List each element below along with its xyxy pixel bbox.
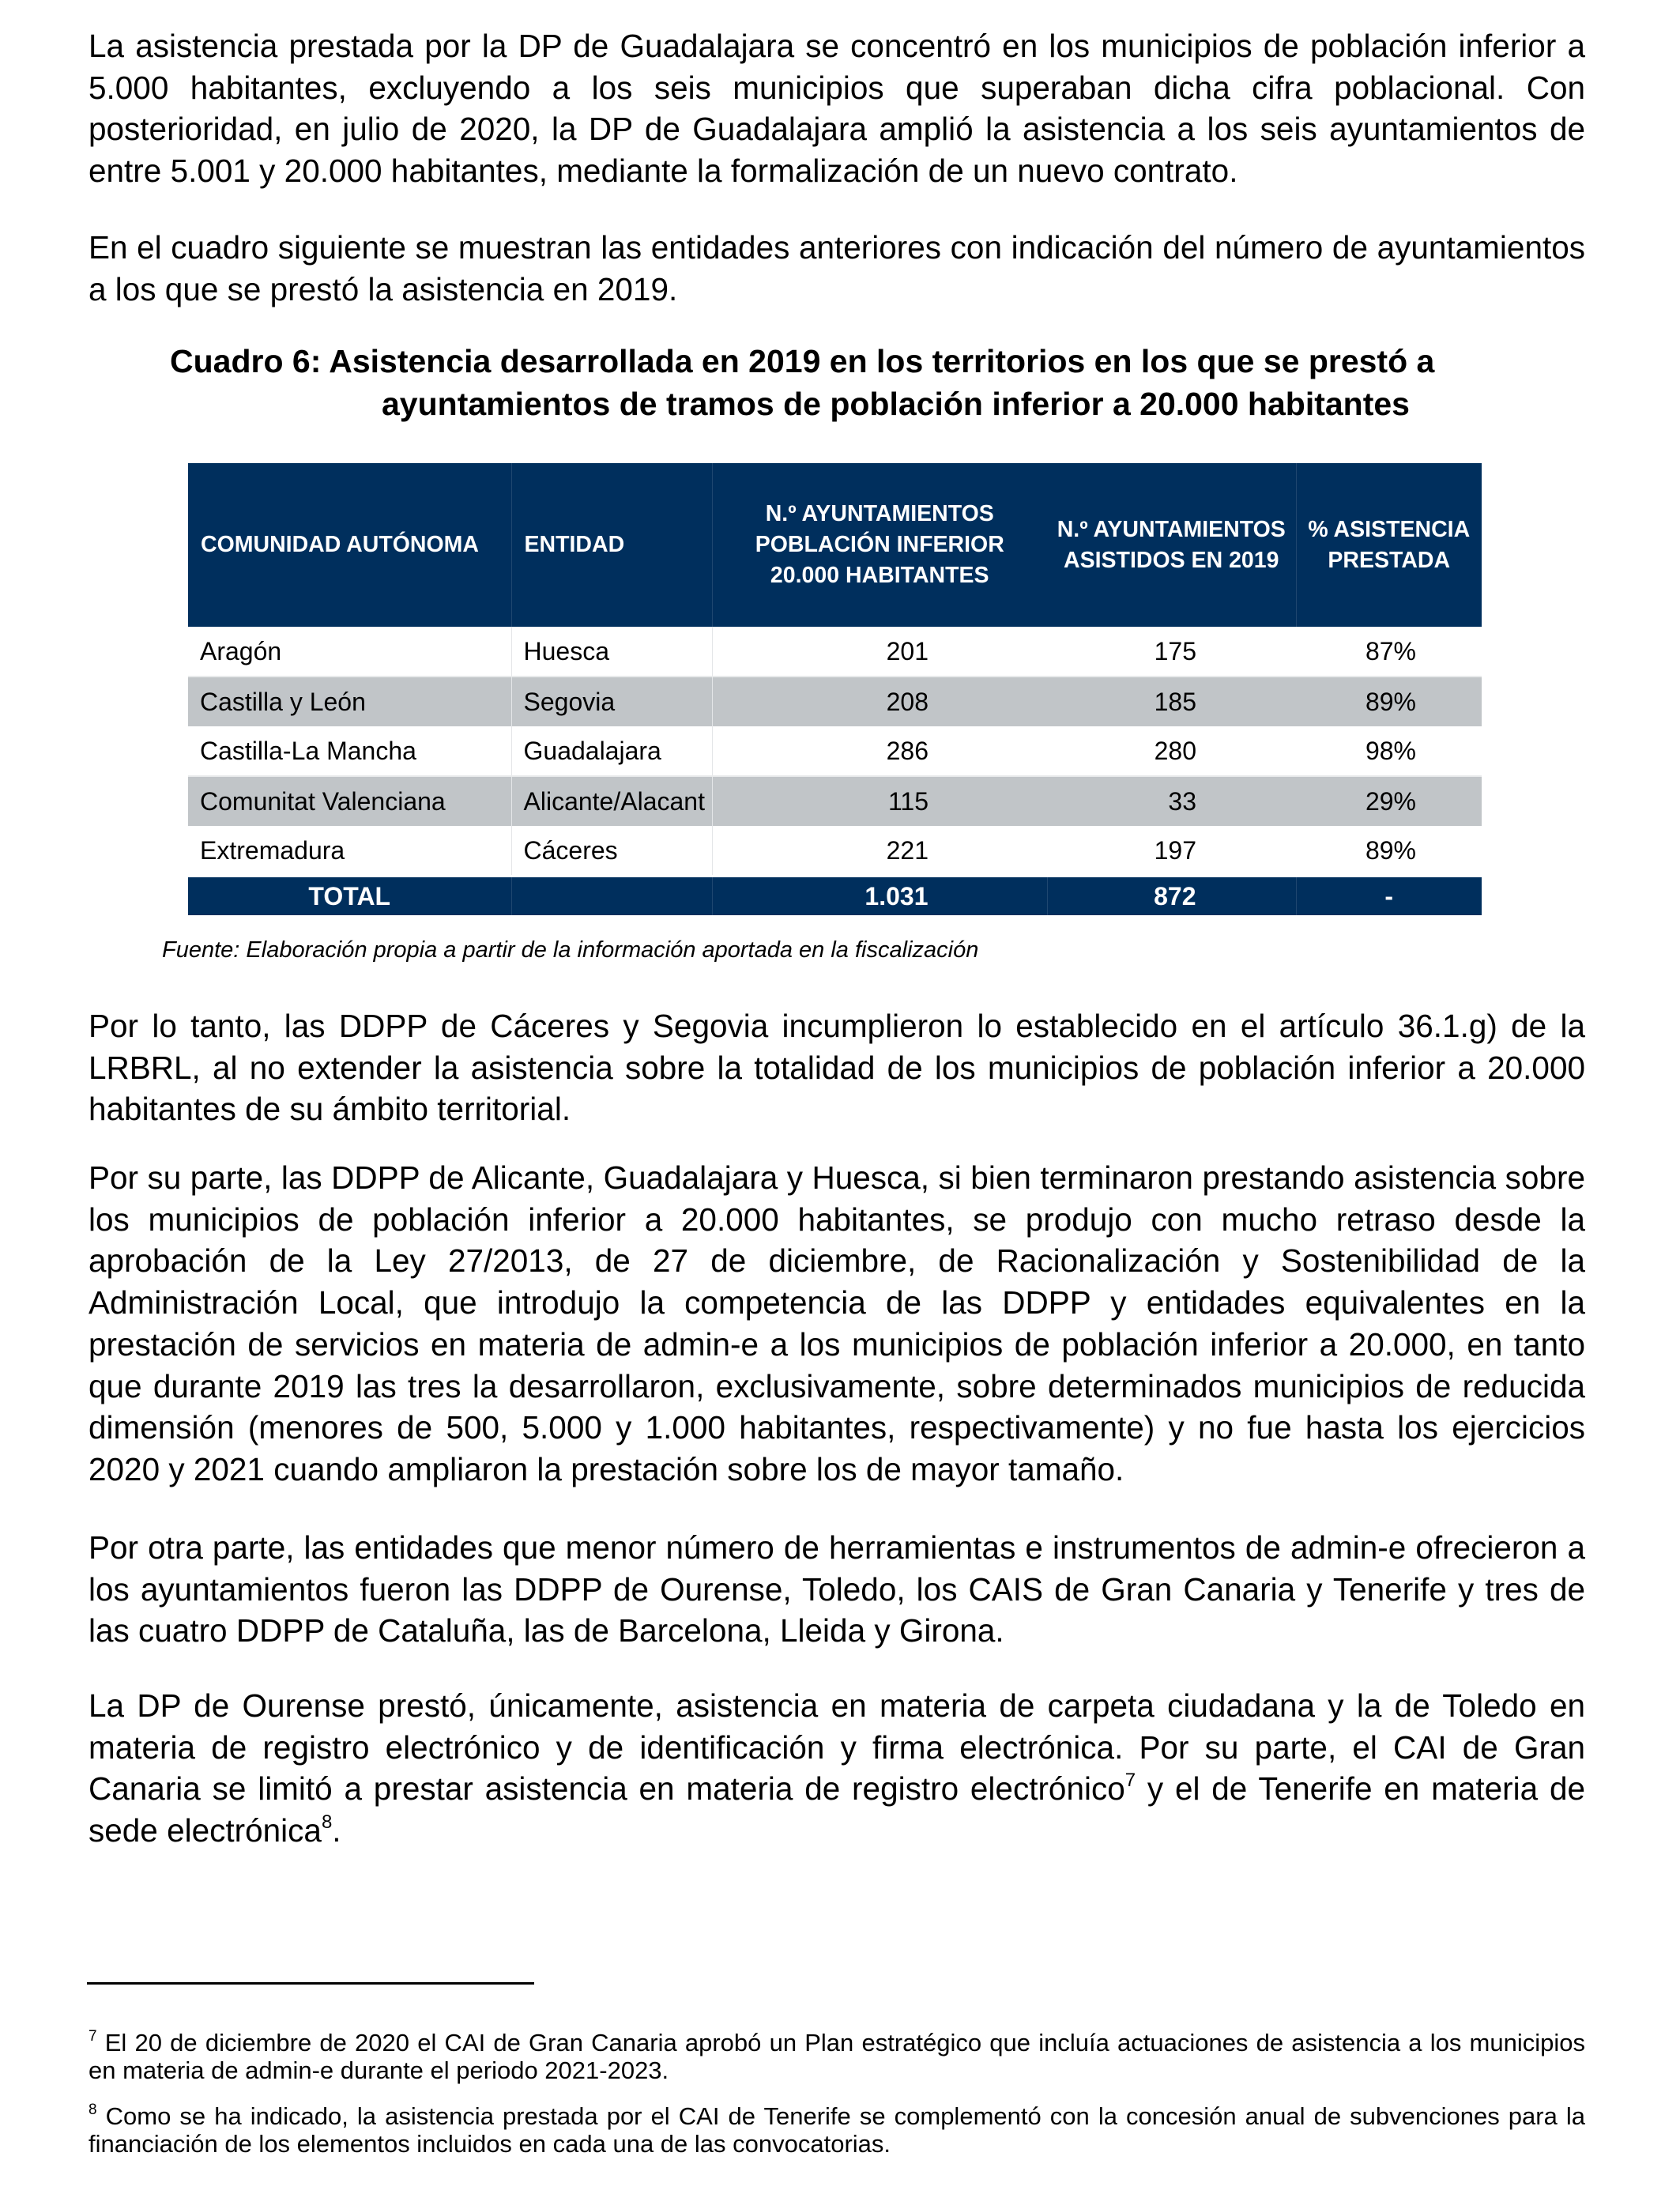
cell-ayuntamientos: 201 <box>712 627 1047 677</box>
total-porcentaje: - <box>1296 876 1482 916</box>
cell-asistidos: 33 <box>1047 776 1296 826</box>
cell-comunidad: Extremadura <box>200 835 345 865</box>
paragraph-retraso: Por su parte, las DDPP de Alicante, Guadalajara y Huesca, si bien terminaron prestando asistencia sobre los municipios de población inferior a 20.000 habitantes, se produjo con mucho retraso desde la aprobación de la Ley 27/2013, de 27 de diciembre, de Racionalización y Sostenibilidad de la Administración Local, que introdujo la competencia de las DDPP y entidades equivalentes en la prestación de servicios en materia de admin-e a los municipios de población inferior a 20.000, en tanto que durante 2019 las tres la desarrollaron, exclusivamente, sobre determinados municipios de reducida dimensión (menores de 500, 5.000 y 1.000 habitantes, respectivamente) y no fue hasta los ejercicios 2020 y 2021 cuando ampliaron la prestación sobre los de mayor tamaño. <box>89 1159 1585 1487</box>
table-row <box>188 826 1482 876</box>
caption-line-2: ayuntamientos de tramos de población inferior a 20.000 habitantes <box>382 386 1410 422</box>
header-comunidad: COMUNIDAD AUTÓNOMA <box>188 463 511 627</box>
cell-porcentaje: 89% <box>1296 677 1482 726</box>
footnote-ref-8[interactable]: 8 <box>321 1811 333 1834</box>
cell-entidad: Segovia <box>511 677 712 726</box>
cell-ayuntamientos: 208 <box>712 677 1047 726</box>
header-entidad: ENTIDAD <box>511 463 712 627</box>
total-entidad <box>511 876 712 916</box>
cell-comunidad: Aragón <box>200 636 282 665</box>
cell-comunidad: Comunitat Valenciana <box>188 776 511 826</box>
paragraph-incumplimiento: Por lo tanto, las DDPP de Cáceres y Segovia incumplieron lo establecido en el artículo 36.1.g) de la LRBRL, al no extender la asistencia sobre la totalidad de los municipios de población inferior a 20.000 habitantes de su ámbito territorial. <box>89 1008 1585 1128</box>
footnote-separator <box>87 1982 534 1985</box>
header-ayuntamientos: N.º AYUNTAMIENTOS POBLACIÓN INFERIOR 20.000 HABITANTES <box>712 463 1047 627</box>
cell-entidad: Huesca <box>511 627 712 677</box>
table-total-row <box>188 876 1482 916</box>
total-asistidos: 872 <box>1047 876 1296 916</box>
paragraph-guadalajara: La asistencia prestada por la DP de Guadalajara se concentró en los municipios de población inferior a 5.000 habitantes, excluyendo a los seis municipios que superaban dicha cifra poblacional. Con posterioridad, en julio de 2020, la DP de Guadalajara amplió la asistencia a los seis ayuntamientos de entre 5.001 y 20.000 habitantes, mediante la formalización de un nuevo contrato. <box>89 28 1585 190</box>
paragraph-intro-table: En el cuadro siguiente se muestran las entidades anteriores con indicación del número de ayuntamientos a los que se prestó la asistencia en 2019. <box>89 229 1585 307</box>
footnote-text: El 20 de diciembre de 2020 el CAI de Gran Canaria aprobó un Plan estratégico que incluía actuaciones de asistencia a los municipios en materia de admin-e durante el periodo 2021-2023. <box>89 2029 1585 2084</box>
source-label: Fuente <box>162 937 234 963</box>
cell-porcentaje: 98% <box>1365 736 1416 765</box>
footnote-text: Como se ha indicado, la asistencia prestada por el CAI de Tenerife se complementó con la concesión anual de subvenciones para la financiación de los elementos incluidos en cada una de las convocatorias. <box>89 2102 1585 2158</box>
cell-ayuntamientos: 115 <box>712 776 1047 826</box>
table-row <box>188 627 1482 677</box>
footnote-8 <box>89 2102 1585 2158</box>
cell-comunidad: Castilla y León <box>188 677 511 726</box>
header-porcentaje: % ASISTENCIA PRESTADA <box>1296 463 1482 627</box>
footnote-number: 8 <box>89 2102 97 2118</box>
footnote-7 <box>89 2029 1585 2084</box>
cell-asistidos: 175 <box>1154 636 1196 665</box>
header-asistidos: N.º AYUNTAMIENTOS ASISTIDOS EN 2019 <box>1047 463 1296 627</box>
cell-porcentaje: 29% <box>1296 776 1482 826</box>
table-row <box>188 776 1482 826</box>
paragraph-text: y el de Tenerife en materia de sede electrónica <box>89 1770 1585 1849</box>
cell-comunidad: Castilla-La Mancha <box>200 736 416 765</box>
cell-entidad: Alicante/Alacant <box>511 776 712 826</box>
table-caption <box>170 340 1513 425</box>
source-text: : Elaboración propia a partir de la información aportada en la fiscalización <box>233 937 979 963</box>
total-label: TOTAL <box>188 876 511 916</box>
paragraph-ourense-toledo <box>89 1685 1585 1852</box>
cell-porcentaje: 87% <box>1365 636 1416 665</box>
cell-asistidos: 197 <box>1154 835 1196 865</box>
table-row <box>188 677 1482 726</box>
cell-asistidos: 280 <box>1154 736 1196 765</box>
paragraph-menor-numero: Por otra parte, las entidades que menor número de herramientas e instrumentos de admin-e ofrecieron a los ayuntamientos fueron las DDPP de Ourense, Toledo, los CAIS de Gran Canaria y Tenerife y tres de las cuatro DDPP de Cataluña, las de Barcelona, Lleida y Girona. <box>89 1529 1585 1649</box>
cell-entidad: Guadalajara <box>511 726 712 776</box>
cell-ayuntamientos: 286 <box>712 726 1047 776</box>
table-header-row <box>188 463 1482 627</box>
cell-entidad: Cáceres <box>511 826 712 876</box>
cell-porcentaje: 89% <box>1365 835 1416 865</box>
footnote-number: 7 <box>89 2028 97 2045</box>
table-source <box>162 937 978 963</box>
paragraph-text: La DP de Ourense prestó, únicamente, asistencia en materia de carpeta ciudadana y la de Toledo en materia de registro electrónico y de identificación y firma electrónica. Por su parte, el CAI de Gran Canaria se limitó a prestar asistencia en materia de registro electrónico <box>89 1687 1585 1808</box>
footnote-ref-7[interactable]: 7 <box>1124 1770 1136 1792</box>
paragraph-text: . <box>332 1812 341 1849</box>
assistance-table <box>188 463 1482 915</box>
table-row <box>188 726 1482 776</box>
caption-line-1: Cuadro 6: Asistencia desarrollada en 2019 en los territorios en los que se prestó a <box>170 343 1435 379</box>
total-ayuntamientos: 1.031 <box>712 876 1047 916</box>
cell-ayuntamientos: 221 <box>712 826 1047 876</box>
cell-asistidos: 185 <box>1047 677 1296 726</box>
